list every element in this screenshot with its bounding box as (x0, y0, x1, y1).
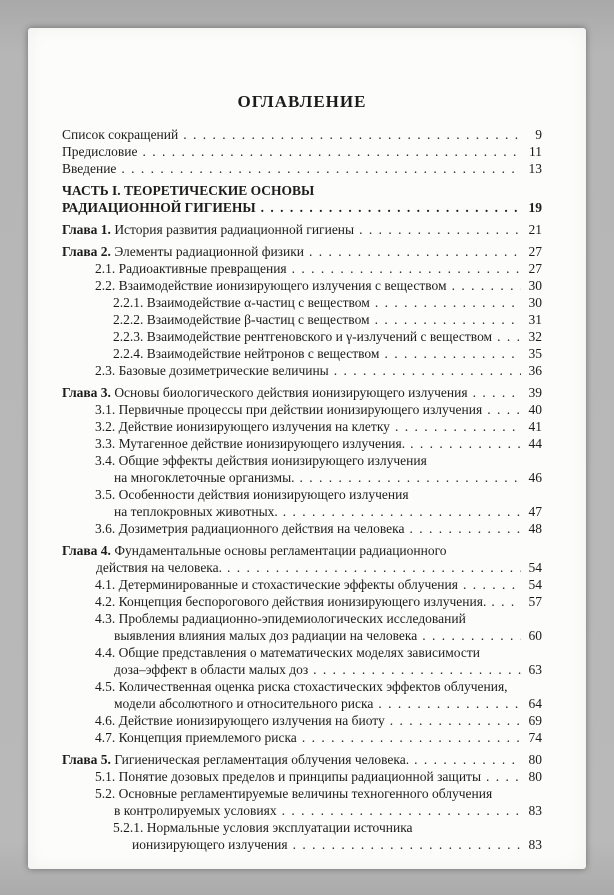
toc-entry-line (62, 260, 542, 277)
toc-entry (62, 277, 542, 294)
toc-entry-line (62, 661, 542, 678)
dot-leader (359, 221, 521, 238)
toc-page-number: 41 (528, 419, 542, 434)
toc-entry-line (62, 768, 542, 785)
dot-leader (227, 559, 521, 576)
toc-entry-line (62, 328, 542, 345)
toc-entry (62, 712, 542, 729)
toc-page-number: 80 (528, 769, 542, 784)
toc-page-number: 57 (528, 594, 542, 609)
dot-leader (283, 503, 521, 520)
dot-leader (300, 469, 521, 486)
toc-page-number: 19 (528, 200, 542, 215)
dot-leader (261, 199, 521, 216)
toc-entry-text: 2.2.3. Взаимодействие рентгеновского и γ-излучений с веществом (113, 329, 493, 344)
toc-entry (62, 328, 542, 345)
toc-entry (62, 435, 542, 452)
dot-leader (142, 143, 521, 160)
dot-leader (282, 802, 521, 819)
toc-entry-text: 2.2.4. Взаимодействие нейтронов с веществом (113, 346, 380, 361)
toc-entry-text: ЧАСТЬ I. ТЕОРЕТИЧЕСКИЕ ОСНОВЫ (62, 183, 315, 198)
toc-list (62, 126, 542, 853)
toc-entry-text: 4.7. Концепция приемлемого риска (95, 730, 297, 745)
toc-entry (62, 486, 542, 520)
toc-entry (62, 345, 542, 362)
toc-page-number: 40 (528, 402, 542, 417)
dot-leader (334, 362, 521, 379)
toc-entry-line (62, 294, 542, 311)
page-title: ОГЛАВЛЕНИЕ (237, 92, 367, 111)
toc-entry-text: выявления влияния малых доз радиации на человека (114, 628, 418, 643)
dot-leader (395, 418, 521, 435)
toc-entry (62, 294, 542, 311)
dot-leader (293, 836, 521, 853)
toc-entry (62, 182, 542, 216)
toc-entry-text: 5.1. Понятие дозовых пределов и принципы радиационной защиты (95, 769, 482, 784)
toc-entry-text: на многоклеточные организмы. (114, 470, 295, 485)
toc-entry-line (62, 401, 542, 418)
toc-entry (62, 768, 542, 785)
toc-entry-text: Список сокращений (62, 127, 179, 142)
toc-entry-line (62, 559, 542, 576)
toc-entry-text: 2.2. Взаимодействие ионизирующего излучения с веществом (95, 278, 447, 293)
toc-entry-text: ионизирующего излучения (132, 837, 288, 852)
toc-page-number: 36 (528, 363, 542, 378)
toc-entry (62, 243, 542, 260)
toc-entry-text: модели абсолютного и относительного риска (114, 696, 374, 711)
toc-entry-text: Глава 2. Элементы радиационной физики (62, 244, 305, 259)
toc-entry-text: 3.6. Дозиметрия радиационного действия на человека (95, 521, 405, 536)
dot-leader (375, 311, 521, 328)
document-page (28, 28, 586, 869)
toc-entry-line (62, 751, 542, 768)
dot-leader (302, 729, 521, 746)
toc-entry (62, 819, 542, 853)
toc-entry-line (62, 418, 542, 435)
toc-page-number: 64 (528, 696, 542, 711)
toc-entry (62, 260, 542, 277)
toc-page-number: 30 (528, 278, 542, 293)
toc-entry-text: Глава 4. Фундаментальные основы регламентации радиационного (62, 543, 447, 558)
toc-entry-line (62, 819, 542, 836)
toc-page-number: 47 (528, 504, 542, 519)
toc-page-number: 31 (528, 312, 542, 327)
toc-entry-text: 4.1. Детерминированные и стохастические эффекты облучения (95, 577, 458, 592)
toc-page-number: 54 (528, 577, 542, 592)
toc-entry-text: в контролируемых условиях (114, 803, 277, 818)
dot-leader (309, 243, 521, 260)
toc-page-number: 54 (528, 560, 542, 575)
toc-entry-line (62, 311, 542, 328)
toc-entry-text: 2.2.1. Взаимодействие α-частиц с веществом (113, 295, 370, 310)
dot-leader (375, 294, 521, 311)
toc-entry (62, 311, 542, 328)
toc-entry-text: Глава 1. История развития радиационной гигиены (62, 222, 355, 237)
toc-page-number: 60 (528, 628, 542, 643)
toc-entry (62, 221, 542, 238)
toc-entry-text: 3.4. Общие эффекты действия ионизирующего излучения (95, 453, 427, 468)
toc-entry-line (62, 277, 542, 294)
toc-page-number: 30 (528, 295, 542, 310)
toc-page-number: 44 (528, 436, 542, 451)
dot-leader (384, 345, 521, 362)
toc-entry-text: Предисловие (62, 144, 138, 159)
toc-page-number: 27 (528, 244, 542, 259)
toc-entry (62, 384, 542, 401)
toc-entry-text: Введение (62, 161, 117, 176)
toc-page-number: 32 (528, 329, 542, 344)
toc-page-number: 21 (528, 222, 542, 237)
toc-entry-text: Глава 5. Гигиеническая регламентация облучения человека. (62, 752, 410, 767)
toc-page-number: 63 (528, 662, 542, 677)
toc-entry-text: 4.6. Действие ионизирующего излучения на биоту (95, 713, 385, 728)
toc-entry-line (62, 644, 542, 661)
toc-entry-line (62, 221, 542, 238)
toc-entry (62, 143, 542, 160)
toc-entry-line (62, 576, 542, 593)
toc-entry-line (62, 802, 542, 819)
dot-leader (183, 126, 521, 143)
toc-page-number: 48 (528, 521, 542, 536)
toc-page-number: 74 (528, 730, 542, 745)
toc-entry-line (62, 345, 542, 362)
toc-entry-line (62, 362, 542, 379)
toc-entry (62, 160, 542, 177)
toc-entry-line (62, 785, 542, 802)
toc-entry (62, 576, 542, 593)
toc-entry-line (62, 678, 542, 695)
toc-entry-text: 3.5. Особенности действия ионизирующего излучения (95, 487, 409, 502)
dot-leader (313, 661, 521, 678)
toc-entry-line (62, 182, 542, 199)
toc-entry (62, 610, 542, 644)
toc-entry (62, 729, 542, 746)
toc-page-number: 13 (528, 161, 542, 176)
toc-entry-line (62, 469, 542, 486)
toc-entry-text: 2.3. Базовые дозиметрические величины (95, 363, 329, 378)
toc-entry-text: на теплокровных животных. (114, 504, 278, 519)
toc-entry (62, 542, 542, 576)
dot-leader (410, 520, 521, 537)
toc-entry-line (62, 627, 542, 644)
toc-entry (62, 126, 542, 143)
toc-entry-text: действия на человека. (96, 560, 223, 575)
toc-entry (62, 785, 542, 819)
toc-page-number: 80 (528, 752, 542, 767)
toc-entry-line (62, 486, 542, 503)
toc-page-number: 83 (528, 803, 542, 818)
toc-entry-text: Глава 3. Основы биологического действия ионизирующего излучения (62, 385, 468, 400)
toc-entry-line (62, 199, 542, 216)
toc-entry-line (62, 712, 542, 729)
dot-leader (414, 751, 521, 768)
toc-page-number: 27 (528, 261, 542, 276)
toc-page-number: 69 (528, 713, 542, 728)
toc-entry (62, 751, 542, 768)
dot-leader (410, 435, 521, 452)
toc-entry-line (62, 126, 542, 143)
toc-entry (62, 644, 542, 678)
toc-entry (62, 362, 542, 379)
toc-page-number: 39 (528, 385, 542, 400)
toc-entry (62, 520, 542, 537)
dot-leader (497, 328, 521, 345)
toc-entry-line (62, 503, 542, 520)
toc-entry-text: 4.3. Проблемы радиационно-эпидемиологических исследований (95, 611, 466, 626)
toc-entry-text: РАДИАЦИОННОЙ ГИГИЕНЫ (62, 200, 256, 215)
toc-entry-text: 5.2.1. Нормальные условия эксплуатации источника (113, 820, 413, 835)
dot-leader (121, 160, 521, 177)
toc-entry-text: 3.3. Мутагенное действие ионизирующего излучения. (95, 436, 406, 451)
toc-entry (62, 593, 542, 610)
toc-entry-line (62, 143, 542, 160)
toc-entry-line (62, 695, 542, 712)
toc-page-number: 83 (528, 837, 542, 852)
dot-leader (390, 712, 521, 729)
dot-leader (378, 695, 521, 712)
toc-entry-text: 3.1. Первичные процессы при действии ионизирующего излучения (95, 402, 483, 417)
toc-entry-line (62, 520, 542, 537)
toc-entry-line (62, 729, 542, 746)
toc-entry (62, 452, 542, 486)
dot-leader (422, 627, 521, 644)
toc-entry-text: 2.2.2. Взаимодействие β-частиц с веществом (113, 312, 370, 327)
dot-leader (491, 593, 521, 610)
toc-page-number: 46 (528, 470, 542, 485)
toc-page-number: 9 (535, 127, 542, 142)
dot-leader (452, 277, 521, 294)
toc-entry-text: 4.5. Количественная оценка риска стохастических эффектов облучения, (95, 679, 508, 694)
toc-entry-line (62, 542, 542, 559)
toc-entry-line (62, 243, 542, 260)
toc-page-number: 35 (528, 346, 542, 361)
toc-entry-line (62, 435, 542, 452)
toc-entry (62, 678, 542, 712)
toc-entry-text: 3.2. Действие ионизирующего излучения на клетку (95, 419, 390, 434)
toc-entry-text: доза–эффект в области малых доз (114, 662, 309, 677)
toc-entry-text: 5.2. Основные регламентируемые величины техногенного облучения (95, 786, 493, 801)
toc-entry-line (62, 836, 542, 853)
toc-entry-line (62, 160, 542, 177)
dot-leader (486, 768, 521, 785)
toc-entry-text: 2.1. Радиоактивные превращения (95, 261, 287, 276)
toc-entry-line (62, 593, 542, 610)
toc-entry-line (62, 610, 542, 627)
dot-leader (473, 384, 521, 401)
toc-entry (62, 401, 542, 418)
dot-leader (292, 260, 521, 277)
toc-entry (62, 418, 542, 435)
toc-entry-line (62, 384, 542, 401)
dot-leader (463, 576, 521, 593)
toc-entry-text: 4.2. Концепция беспорогового действия ионизирующего излучения. (95, 594, 487, 609)
toc-entry-line (62, 452, 542, 469)
toc-entry-text: 4.4. Общие представления о математических моделях зависимости (95, 645, 480, 660)
dot-leader (487, 401, 521, 418)
toc-page-number: 11 (529, 144, 542, 159)
